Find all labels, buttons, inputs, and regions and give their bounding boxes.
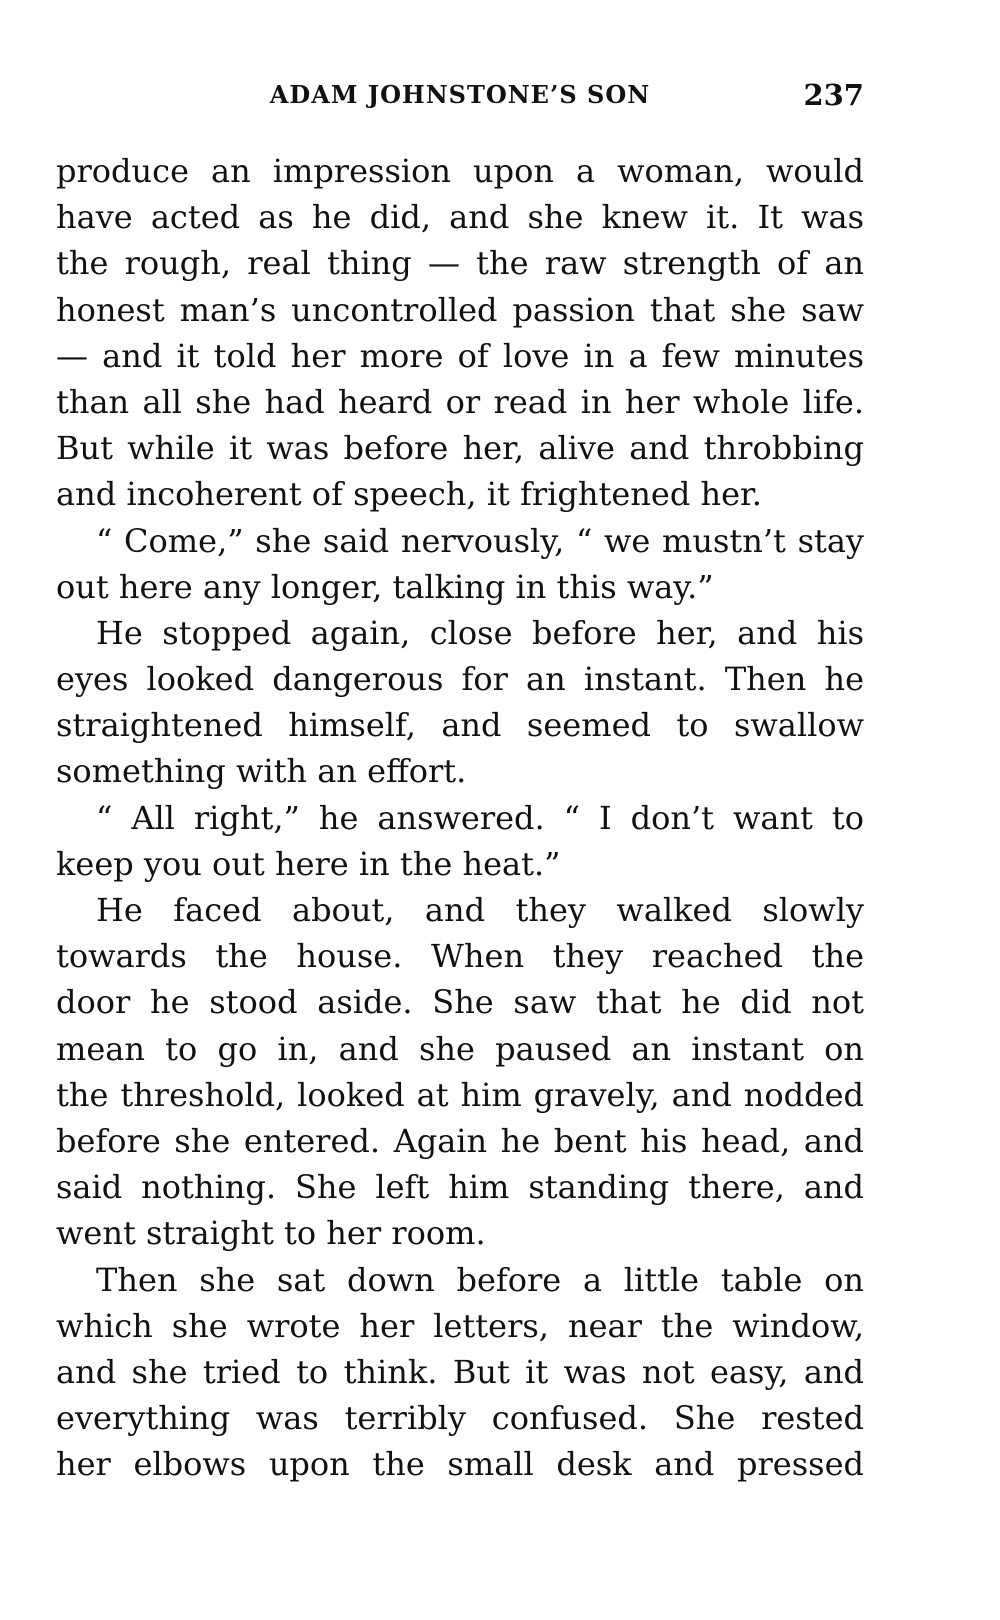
text-line: straightened himself, and seemed to swallow [56,706,864,745]
text-line: which she wrote her letters, near the window, [56,1306,864,1345]
text-line: than all she had heard or read in her whole life. [56,382,864,421]
text-line: door he stood aside. She saw that he did not [56,983,864,1022]
text-line: He faced about, and they walked slowly [96,891,864,929]
text-line: have acted as he did, and she knew it. It was [56,198,864,237]
text-line: out here any longer, talking in this way.” [56,567,714,606]
text-line: went straight to her room. [56,1214,486,1253]
page-number: 237 [803,78,864,112]
text-line: mean to go in, and she paused an instant on [56,1029,864,1068]
text-line: produce an impression upon a woman, would [56,152,864,190]
text-line: “ Come,” she said nervously, “ we mustn’t stay [96,521,864,560]
text-line: “ All right,” he answered. “ I don’t want to [96,798,864,837]
text-line: — and it told her more of love in a few minutes [56,336,864,375]
text-line: towards the house. When they reached the [56,937,864,976]
body-text [56,148,864,1487]
text-line: keep you out here in the heat.” [56,844,561,883]
text-line: and incoherent of speech, it frightened her. [56,475,762,514]
text-line: eyes looked dangerous for an instant. Then he [56,660,864,699]
text-line: something with an effort. [56,752,467,791]
text-line: everything was terribly confused. She rested [56,1399,864,1438]
text-line: her elbows upon the small desk and pressed [56,1445,864,1484]
text-line: honest man’s uncontrolled passion that she saw [56,290,864,329]
text-line: said nothing. She left him standing there, and [56,1168,864,1207]
text-line: and she tried to think. But it was not easy, and [56,1352,864,1391]
text-line: But while it was before her, alive and throbbing [56,429,864,468]
text-line: before she entered. Again he bent his head, and [56,1121,864,1160]
text-line: Then she sat down before a little table on [96,1260,864,1299]
text-line: He stopped again, close before her, and his [96,613,864,652]
running-head [56,78,864,118]
running-title: ADAM JOHNSTONE’S SON [269,80,651,109]
text-line: the threshold, looked at him gravely, and nodded [56,1075,864,1114]
text-line: the rough, real thing — the raw strength of an [56,244,864,283]
